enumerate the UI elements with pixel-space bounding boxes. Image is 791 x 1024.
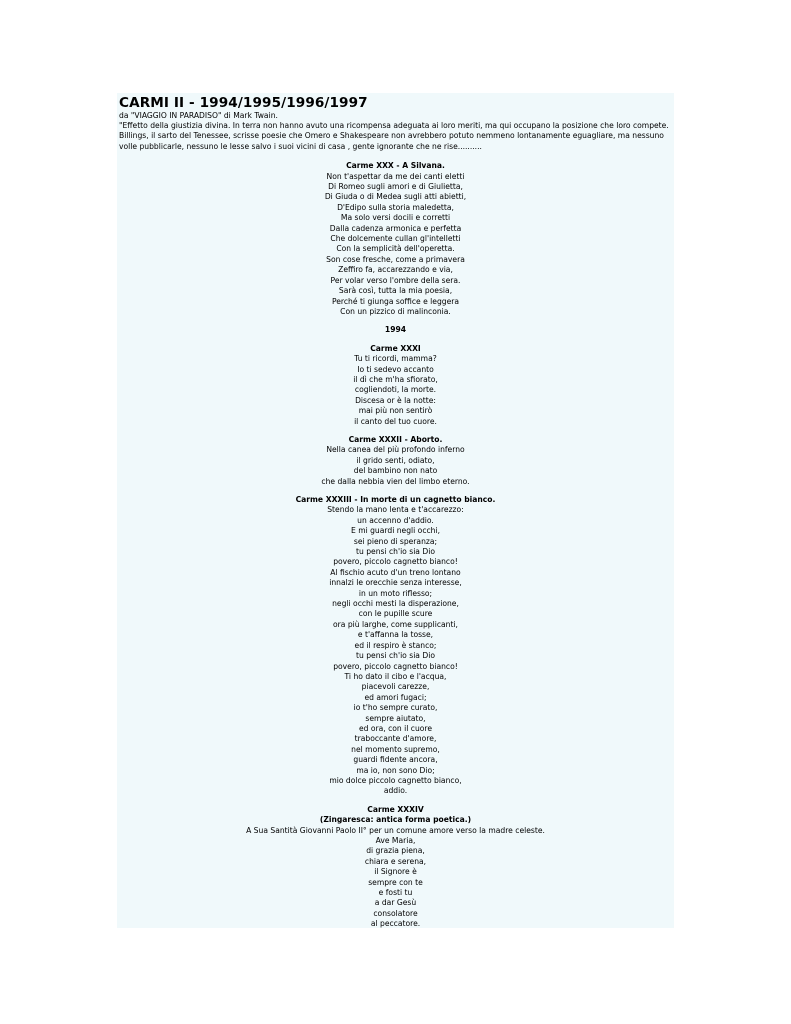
poem-title: Carme XXXII - Aborto. [348, 434, 443, 444]
poem-line: ora più larghe, come supplicanti, [333, 619, 458, 629]
poem-line: Ma solo versi docili e corretti [340, 213, 451, 223]
poem-line: nel momento supremo, [351, 744, 440, 754]
poem-carme-xxxiv [117, 805, 674, 928]
poem-line: ma io, non sono Dio; [356, 765, 435, 775]
poem-line: Son cose fresche, come a primavera [326, 254, 465, 264]
poem-line: in un moto riflesso; [358, 588, 433, 598]
poem-line: Per volar verso l'ombre della sera. [330, 275, 461, 285]
poem-line: Nella canea del più profondo inferno [326, 445, 465, 455]
poem-line: addio. [383, 786, 408, 796]
poem-line: guardi fidente ancora, [353, 755, 438, 765]
poem-carme-xxxiii [117, 495, 674, 797]
poem-line: Stendo la mano lenta e t'accarezzo: [327, 505, 464, 515]
poem-line: povero, piccolo cagnetto bianco! [333, 557, 458, 567]
poem-line: D'Edipo sulla storia maledetta, [337, 202, 454, 212]
poem-line: io t'ho sempre curato, [353, 703, 438, 713]
poem-line: Tu ti ricordi, mamma? [354, 354, 437, 364]
poem-line: di grazia piena, [366, 846, 425, 856]
poem-line: con le pupille scure [358, 609, 433, 619]
poem-line: al peccatore. [370, 919, 421, 928]
poem-line: tu pensi ch'io sia Dio [356, 547, 435, 557]
year-marker: 1994 [384, 325, 407, 335]
poem-subtitle: (Zingaresca: antica forma poetica.) [319, 815, 472, 825]
poem-line: sei pieno di speranza; [353, 536, 438, 546]
poem-line: mai più non sentirò [358, 406, 433, 416]
poem-title: Carme XXX - A Silvana. [346, 161, 445, 171]
poem-line: ed amori fugaci; [364, 692, 427, 702]
poem-carme-xxxi [117, 344, 674, 427]
poem-line: che dalla nebbia vien del limbo eterno. [321, 476, 470, 486]
poem-title: Carme XXXIII - In morte di un cagnetto bianco. [295, 495, 496, 504]
intro-paragraph: "Effetto della giustizia divina. In terra non hanno avuto una ricompensa adeguata ai loro meriti, ma qui occupano la posizione che loro compete. Billings, il sarto del Tenessee, scrisse poesie che Omero e Shakespeare non avrebbero potuto nemmeno lontanamente eguagliare, ma nessuno volle pubblicarle, nessuno le lesse salvo i suoi vicini di casa , gente ignorante che ne rise.......... [119, 121, 669, 151]
poem-line: ed il respiro è stanco; [354, 640, 437, 650]
poem-line: Di Giuda o di Medea sugli atti abietti, [324, 192, 467, 202]
poem-line: Che dolcemente cullan gl'intelletti [330, 234, 461, 244]
poem-line: il grido senti, odiato, [356, 455, 435, 465]
poem-line: Con un pizzico di malinconia. [340, 306, 451, 316]
poem-line: a dar Gesù [374, 898, 417, 908]
poem-line: tu pensi ch'io sia Dio [356, 651, 435, 661]
poem-line: un accenno d'addio. [357, 515, 434, 525]
poem-line: piacevoli carezze, [361, 682, 430, 692]
poem-line: e fosti tu [378, 888, 413, 898]
poem-line: Di Romeo sugli amori e di Giulietta, [328, 182, 463, 192]
poem-line: ed ora, con il cuore [358, 723, 433, 733]
poem-line: consolatore [373, 908, 418, 918]
poem-line: Sarà così, tutta la mia poesia, [338, 286, 453, 296]
poem-line: sempre aiutato, [365, 713, 426, 723]
poem-line: Al fischio acuto d'un treno lontano [330, 567, 461, 577]
page-title: CARMI II - 1994/1995/1996/1997 [119, 95, 368, 111]
poem-line: Zeffiro fa, accarezzando e via, [338, 265, 453, 275]
poem-line: Dalla cadenza armonica e perfetta [329, 223, 462, 233]
poem-carme-xxxii [117, 435, 674, 487]
poem-line: e t'affanna la tosse, [357, 630, 434, 640]
poem-line: sempre con te [368, 877, 423, 887]
poem-line: negli occhi mesti la disperazione, [332, 599, 459, 609]
source-line: da "VIAGGIO IN PARADISO" di Mark Twain. [119, 111, 278, 120]
poem-line: il dì che m'ha sfiorato, [353, 374, 438, 384]
poem-line: traboccante d'amore, [354, 734, 437, 744]
poem-line: Con la semplicità dell'operetta. [336, 244, 455, 254]
poem-line: mio dolce piccolo cagnetto bianco, [329, 775, 462, 785]
poem-line: cogliendoti, la morte. [354, 385, 437, 395]
poem-line: Ti ho dato il cibo e l'acqua, [344, 671, 447, 681]
poem-line: innalzi le orecchie senza interesse, [329, 578, 462, 588]
poem-line: del bambino non nato [353, 466, 438, 476]
document-panel [117, 93, 674, 928]
poem-line: il Signore è [374, 867, 417, 877]
poem-line: Discesa or è la notte: [355, 395, 436, 405]
poem-line: Io ti sedevo accanto [357, 364, 434, 374]
poem-line: il canto del tuo cuore. [354, 416, 437, 426]
poem-title: Carme XXXI [370, 343, 421, 353]
poem-carme-xxx [117, 161, 674, 317]
poem-title: Carme XXXIV [367, 804, 424, 814]
poem-line: E mi guardi negli occhi, [350, 526, 441, 536]
poem-dedication: A Sua Santità Giovanni Paolo II° per un comune amore verso la madre celeste. [246, 825, 545, 835]
poem-line: Perché ti giunga soffice e leggera [331, 296, 460, 306]
poem-line: Non t'aspettar da me dei canti eletti [326, 171, 465, 181]
poem-line: povero, piccolo cagnetto bianco! [333, 661, 458, 671]
poem-line: Ave Maria, [375, 836, 416, 845]
poem-line: chiara e serena, [364, 856, 427, 866]
